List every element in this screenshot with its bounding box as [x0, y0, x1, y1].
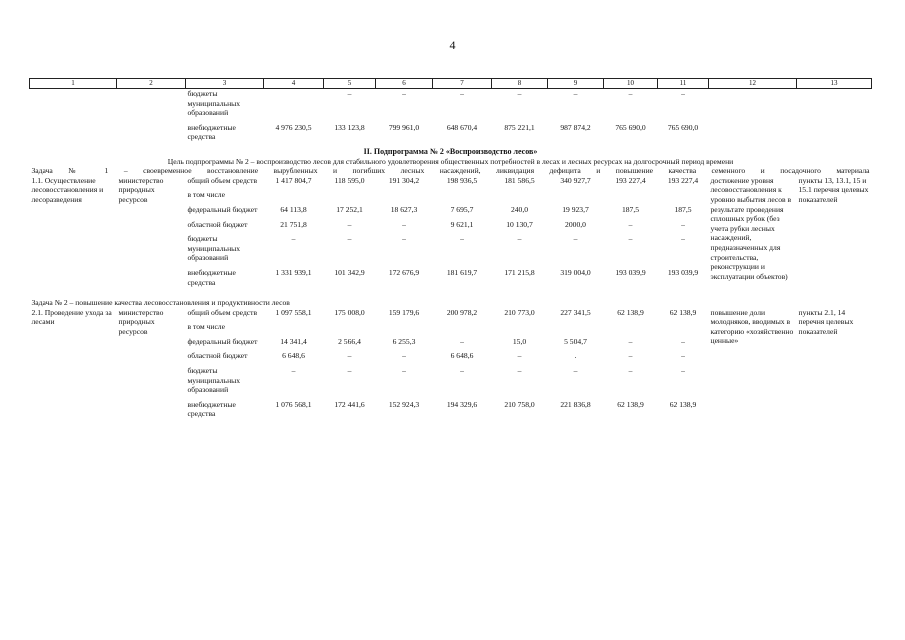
cell: 118 595,0: [334, 175, 365, 185]
cell: 62 138,9: [617, 399, 644, 409]
row-label: внебюджетные средства: [187, 267, 236, 287]
cell: 10 130,7: [506, 219, 533, 229]
row-label: бюджеты муниципальных образований: [187, 366, 241, 395]
task-row: [30, 292, 872, 308]
cell: –: [291, 366, 296, 376]
cell: –: [517, 234, 522, 244]
table-row: [30, 89, 872, 123]
cell: 240,0: [510, 204, 529, 214]
cell: –: [347, 219, 352, 229]
cell: –: [347, 89, 352, 98]
cell: 64 113,8: [280, 204, 307, 214]
row-label: общий объем средств: [187, 175, 258, 185]
col-header: 1: [30, 79, 117, 89]
cell: 1 331 939,1: [275, 267, 312, 277]
cell: –: [460, 89, 464, 98]
cell: 194 329,6: [446, 399, 478, 409]
cell: –: [573, 234, 578, 244]
table-row: [30, 308, 872, 323]
cell: –: [628, 234, 633, 244]
col-header: 3: [186, 79, 264, 89]
cell: –: [517, 89, 522, 98]
cell: 193 039,9: [667, 267, 699, 277]
cell: 62 138,9: [669, 307, 697, 317]
cell: 18 627,3: [390, 204, 418, 214]
cell: –: [573, 89, 578, 98]
cell: –: [402, 219, 406, 229]
cell: 200 978,2: [446, 307, 478, 317]
subprogram-title-row: [30, 147, 872, 157]
cell: –: [681, 351, 685, 361]
subprogram-title: II. Подпрограмма № 2 «Воспроизводство лесов»: [363, 146, 538, 156]
col-header: 7: [433, 79, 492, 89]
cell: 101 342,9: [334, 267, 365, 277]
cell: 19 923,7: [562, 204, 589, 214]
table-row: [30, 123, 872, 147]
cell: 6 648,6: [450, 351, 474, 361]
cell: 1 417 804,7: [275, 175, 312, 185]
cell: 987 874,2: [560, 122, 591, 132]
cell: 875 221,1: [504, 122, 535, 132]
row-label: общий объем средств: [187, 307, 258, 317]
cell: 5 504,7: [564, 336, 587, 346]
cell: –: [681, 366, 685, 376]
cell: 159 179,6: [388, 307, 420, 317]
row-label: бюджеты муниципальных образований: [187, 89, 241, 118]
task-row: [30, 166, 872, 176]
table-row: [30, 176, 872, 191]
cell: 172 441,6: [334, 399, 365, 409]
cell: 1 076 568,1: [275, 399, 312, 409]
cell: 171 215,8: [504, 267, 535, 277]
cell: –: [628, 219, 633, 229]
indicators: пункты 2.1, 14 перечня целевых показателей: [798, 307, 854, 336]
cell: 14 341,4: [280, 336, 307, 346]
cell: 9 621,1: [450, 219, 474, 229]
indicators: пункты 13, 13.1, 15 и 15.1 перечня целевых показателей: [798, 175, 869, 204]
cell: 181 586,5: [504, 175, 535, 185]
row-label: бюджеты муниципальных образований: [187, 234, 241, 263]
cell: 648 670,4: [446, 122, 478, 132]
column-number-row: [30, 79, 872, 89]
cell: 210 773,0: [504, 307, 535, 317]
cell: –: [402, 351, 406, 361]
cell: 340 927,7: [560, 175, 591, 185]
cell: –: [460, 336, 464, 346]
cell: –: [347, 366, 352, 376]
col-header: 4: [264, 79, 324, 89]
subprogram-goal: Цель подпрограммы № 2 – воспроизводство лесов для стабильного удовлетворения общественных потребностей в лесах и лесных ресурсах на долгосрочный период времени: [167, 156, 734, 166]
cell: 187,5: [674, 204, 692, 214]
task-2: Задача № 2 – повышение качества лесовосстановления и продуктивности лесов: [31, 298, 290, 308]
cell: 187,5: [621, 204, 640, 214]
cell: –: [628, 336, 633, 346]
executor: министерство природных ресурсов: [118, 175, 164, 204]
row-label: внебюджетные средства: [187, 122, 236, 142]
col-header: 5: [324, 79, 376, 89]
expected-result: повышение доли молодняков, вводимых в категорию «хозяйственно ценные»: [710, 307, 794, 346]
row-label: внебюджетные средства: [187, 399, 236, 419]
col-header: 13: [797, 79, 872, 89]
row-label: областной бюджет: [187, 219, 248, 229]
cell: –: [460, 234, 464, 244]
cell: –: [681, 234, 685, 244]
cell: 175 008,0: [334, 307, 365, 317]
cell: –: [402, 366, 406, 376]
activity-name: 2.1. Проведение ухода за лесами: [31, 307, 112, 327]
cell: 62 138,9: [617, 307, 644, 317]
row-label: в том числе: [187, 190, 225, 200]
cell: 193 227,4: [667, 175, 699, 185]
cell: 319 004,0: [560, 267, 591, 277]
cell: 172 676,9: [388, 267, 420, 277]
cell: –: [573, 366, 578, 376]
program-table: [29, 78, 872, 419]
cell: 6 255,3: [392, 336, 416, 346]
col-header: 10: [604, 79, 658, 89]
cell: 193 227,4: [615, 175, 646, 185]
cell: 210 758,0: [504, 399, 535, 409]
cell: –: [517, 366, 522, 376]
cell: 21 751,8: [280, 219, 307, 229]
row-label: федеральный бюджет: [187, 204, 258, 214]
cell: –: [402, 89, 406, 98]
cell: [264, 89, 324, 123]
cell: 181 619,7: [446, 267, 478, 277]
cell: 4 976 230,5: [275, 122, 312, 132]
cell: 2000,0: [565, 219, 586, 229]
cell: 133 123,8: [334, 122, 365, 132]
col-header: 2: [117, 79, 186, 89]
cell: 198 936,5: [446, 175, 478, 185]
cell: –: [628, 89, 633, 98]
page-number: 4: [449, 38, 456, 52]
col-header: 9: [548, 79, 604, 89]
cell: 62 138,9: [669, 399, 697, 409]
cell: –: [681, 219, 685, 229]
task-1: Задача № 1 – своевременное восстановление вырубленных и погибших лесных насаждений, ликвидация дефицита и повышение качества семенного и посадочного материала: [31, 166, 870, 176]
cell: –: [460, 366, 464, 376]
col-header: 11: [658, 79, 709, 89]
cell: –: [291, 234, 296, 244]
cell: –: [347, 234, 352, 244]
cell: 193 039,9: [615, 267, 646, 277]
goal-row: [30, 157, 872, 167]
cell: 799 961,0: [388, 122, 420, 132]
cell: 7 695,7: [450, 204, 474, 214]
cell: 191 304,2: [388, 175, 420, 185]
cell: –: [681, 89, 685, 98]
cell: 6 648,6: [282, 351, 305, 361]
cell: 227 341,5: [560, 307, 591, 317]
cell: .: [574, 351, 577, 361]
cell: –: [402, 234, 406, 244]
cell: –: [628, 366, 633, 376]
cell: 17 252,1: [336, 204, 363, 214]
cell: 152 924,3: [388, 399, 420, 409]
col-header: 8: [492, 79, 548, 89]
cell: –: [628, 351, 633, 361]
row-label: областной бюджет: [187, 351, 248, 361]
cell: 765 690,0: [667, 122, 699, 132]
row-label: федеральный бюджет: [187, 336, 258, 346]
col-header: 12: [709, 79, 797, 89]
expected-result: достижение уровня лесовосстановления к уровню выбытия лесов в результате проведения сплошных рубок (без учета рубки лесных насаждений, предназначенных для строительства, реконструкции и эксплуатации объектов): [710, 175, 792, 281]
executor: министерство природных ресурсов: [118, 307, 164, 336]
cell: 1 097 558,1: [275, 307, 312, 317]
cell: –: [517, 351, 522, 361]
row-label: в том числе: [187, 322, 225, 332]
cell: 15,0: [512, 336, 527, 346]
cell: –: [347, 351, 352, 361]
activity-name: 1.1. Осуществление лесовосстановления и лесоразведения: [31, 175, 104, 204]
cell: –: [681, 336, 685, 346]
cell: 765 690,0: [615, 122, 646, 132]
cell: 221 836,8: [560, 399, 591, 409]
col-header: 6: [376, 79, 433, 89]
cell: 2 566,4: [338, 336, 361, 346]
